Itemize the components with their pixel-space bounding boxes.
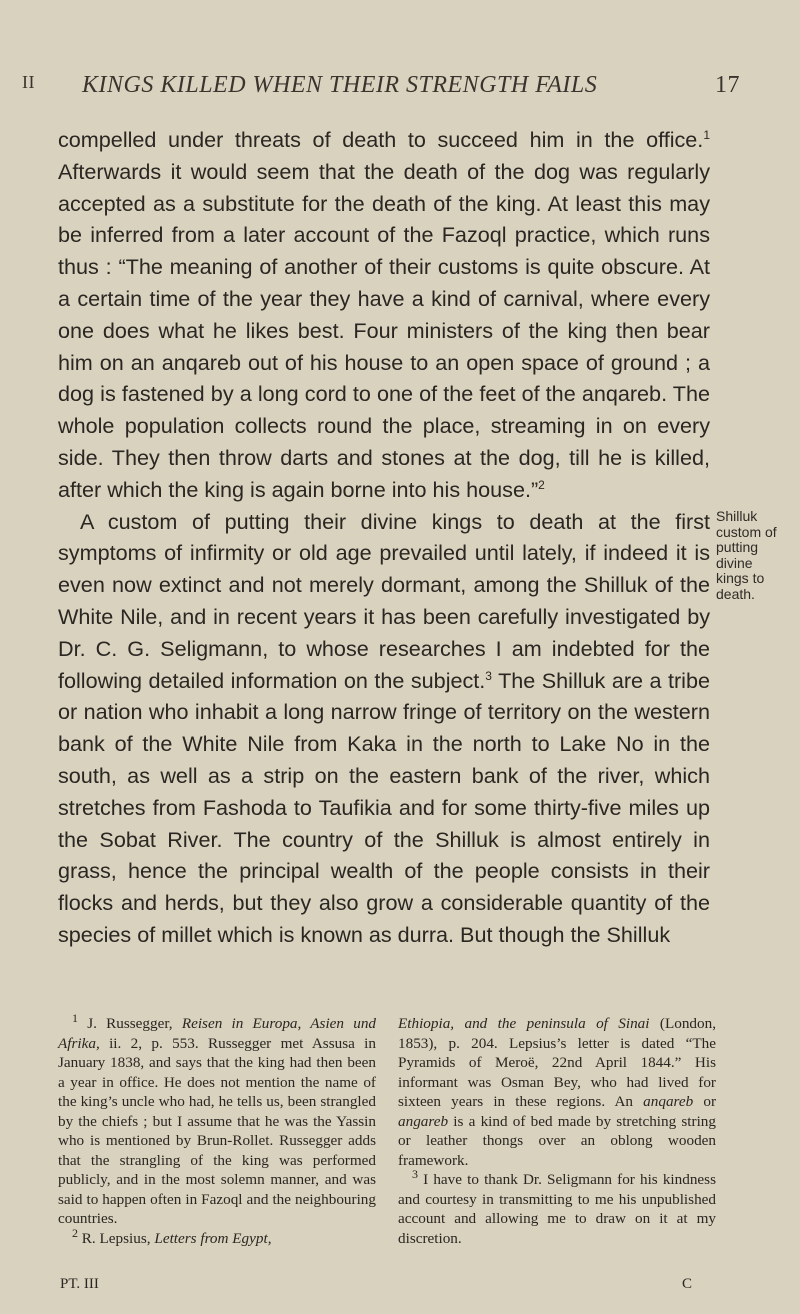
- footnote-continued: [398, 1014, 716, 1170]
- paragraph: [58, 124, 710, 506]
- margin-note: [716, 509, 800, 602]
- paragraph: [58, 506, 710, 951]
- part-mark: PT. III: [60, 1276, 99, 1292]
- footnote-number: 2: [72, 1225, 78, 1240]
- footnote-title: Ethiopia, and the peninsula of Sinai: [398, 1015, 650, 1032]
- margin-note-line: custom of: [716, 523, 777, 540]
- margin-note-line: death.: [716, 585, 755, 602]
- footnote-text: is a kind of bed made by stretching string or leather thongs over an oblong wooden framework.: [398, 1112, 716, 1169]
- footnote-title: Reisen in Europa, Asien und Afrika,: [58, 1015, 377, 1052]
- main-text: [58, 124, 710, 951]
- footnote-author: J. Russegger,: [87, 1015, 182, 1032]
- page-number: 17: [715, 72, 740, 98]
- footnote-ref: 1: [703, 127, 710, 142]
- footnote-term: anqareb: [643, 1093, 694, 1110]
- signature-letter: C: [682, 1276, 693, 1292]
- footnote: [398, 1166, 716, 1248]
- footnote-ref: 3: [485, 668, 492, 683]
- paragraph-text: A custom of putting their divine kings to death at the first symptoms of infirmity or old age prevailed until lately, if indeed it is even now extinct and not merely dormant, among the Shilluk of the White Nile, and in recent years it has been carefully investigated by Dr. C. G. Seligmann, to whose researches I am indebted for the following detailed information on the subject.: [58, 508, 710, 693]
- footnote-text: I have to thank Dr. Seligmann for his kindness and courtesy in transmitting to me his unpublished account and allowing me to draw on it at my discretion.: [398, 1171, 716, 1247]
- running-title: KINGS KILLED WHEN THEIR STRENGTH FAILS: [82, 72, 598, 98]
- margin-note-line: putting: [716, 539, 759, 555]
- footnote: [58, 1010, 377, 1229]
- margin-note-line: Shilluk: [716, 508, 758, 524]
- footnote: [58, 1225, 376, 1249]
- footnote-author: R. Lepsius,: [81, 1229, 155, 1247]
- paragraph-text: The Shilluk are a tribe or nation who inhabit a long narrow fringe of territory on the western bank of the White Nile from Kaka in the north to Lake No in the south, as well as a strip on the eastern bank of the river, which stretches from Fashoda to Taufikia and for some thirty-five miles up the Sobat River. The country of the Shilluk is almost entirely in grass, hence the principal wealth of the people consists in their flocks and herds, but they also grow a considerable quantity of the species of millet which is known as durra. But though the Shilluk: [58, 667, 710, 947]
- footnote-term: angareb: [398, 1112, 449, 1130]
- footnote-text: (London, 1853), p. 204. Lepsius’s letter is dated “The Pyramids of Meroë, 22nd April 1844.” His informant was Osman Bey, who had lived for sixteen years in these regions. An: [398, 1015, 716, 1110]
- footnote-text: or: [693, 1093, 717, 1110]
- footnote-number: 1: [72, 1010, 78, 1025]
- footnote-text: ii. 2, p. 553. Russegger met Assusa in January 1838, and says that the king had then been a year in office. He does not mention the name of the king’s uncle who had, he tells us, been strangled by the chiefs ; but I assume that he was the Yassin who is mentioned by Brun-Rollet. Russegger adds that the strangling of the king was performed publicly, and in the most solemn manner, and was said to happen often in Fazoql and the neighbouring countries.: [58, 1034, 376, 1227]
- footnotes-right-column: [398, 1014, 716, 1248]
- paragraph-text: compelled under threats of death to succeed him in the office.: [58, 127, 704, 152]
- footnote-ref: 2: [538, 477, 545, 492]
- chapter-number: II: [22, 72, 35, 92]
- margin-note-line: kings to: [716, 570, 765, 586]
- footnotes-left-column: [58, 1010, 377, 1248]
- footnote-number: 3: [412, 1166, 418, 1181]
- footnote-title: Letters from Egypt,: [154, 1229, 272, 1247]
- paragraph-text: Afterwards it would seem that the death of the dog was regularly accepted as a substitute for the death of the king. At least this may be inferred from a later account of the Fazoql practice, which runs thus : “The meaning of another of their customs is quite obscure. At a certain time of the year they have a kind of carnival, where every one does what he likes best. Four ministers of the king then bear him on an anqareb out of his house to an open space of ground ; a dog is fastened by a long cord to one of the feet of the anqareb. The whole population collects round the place, streaming in on every side. They then throw darts and stones at the dog, till he is killed, after which the king is again borne into his house.”: [58, 158, 710, 502]
- margin-note-line: divine: [716, 554, 753, 571]
